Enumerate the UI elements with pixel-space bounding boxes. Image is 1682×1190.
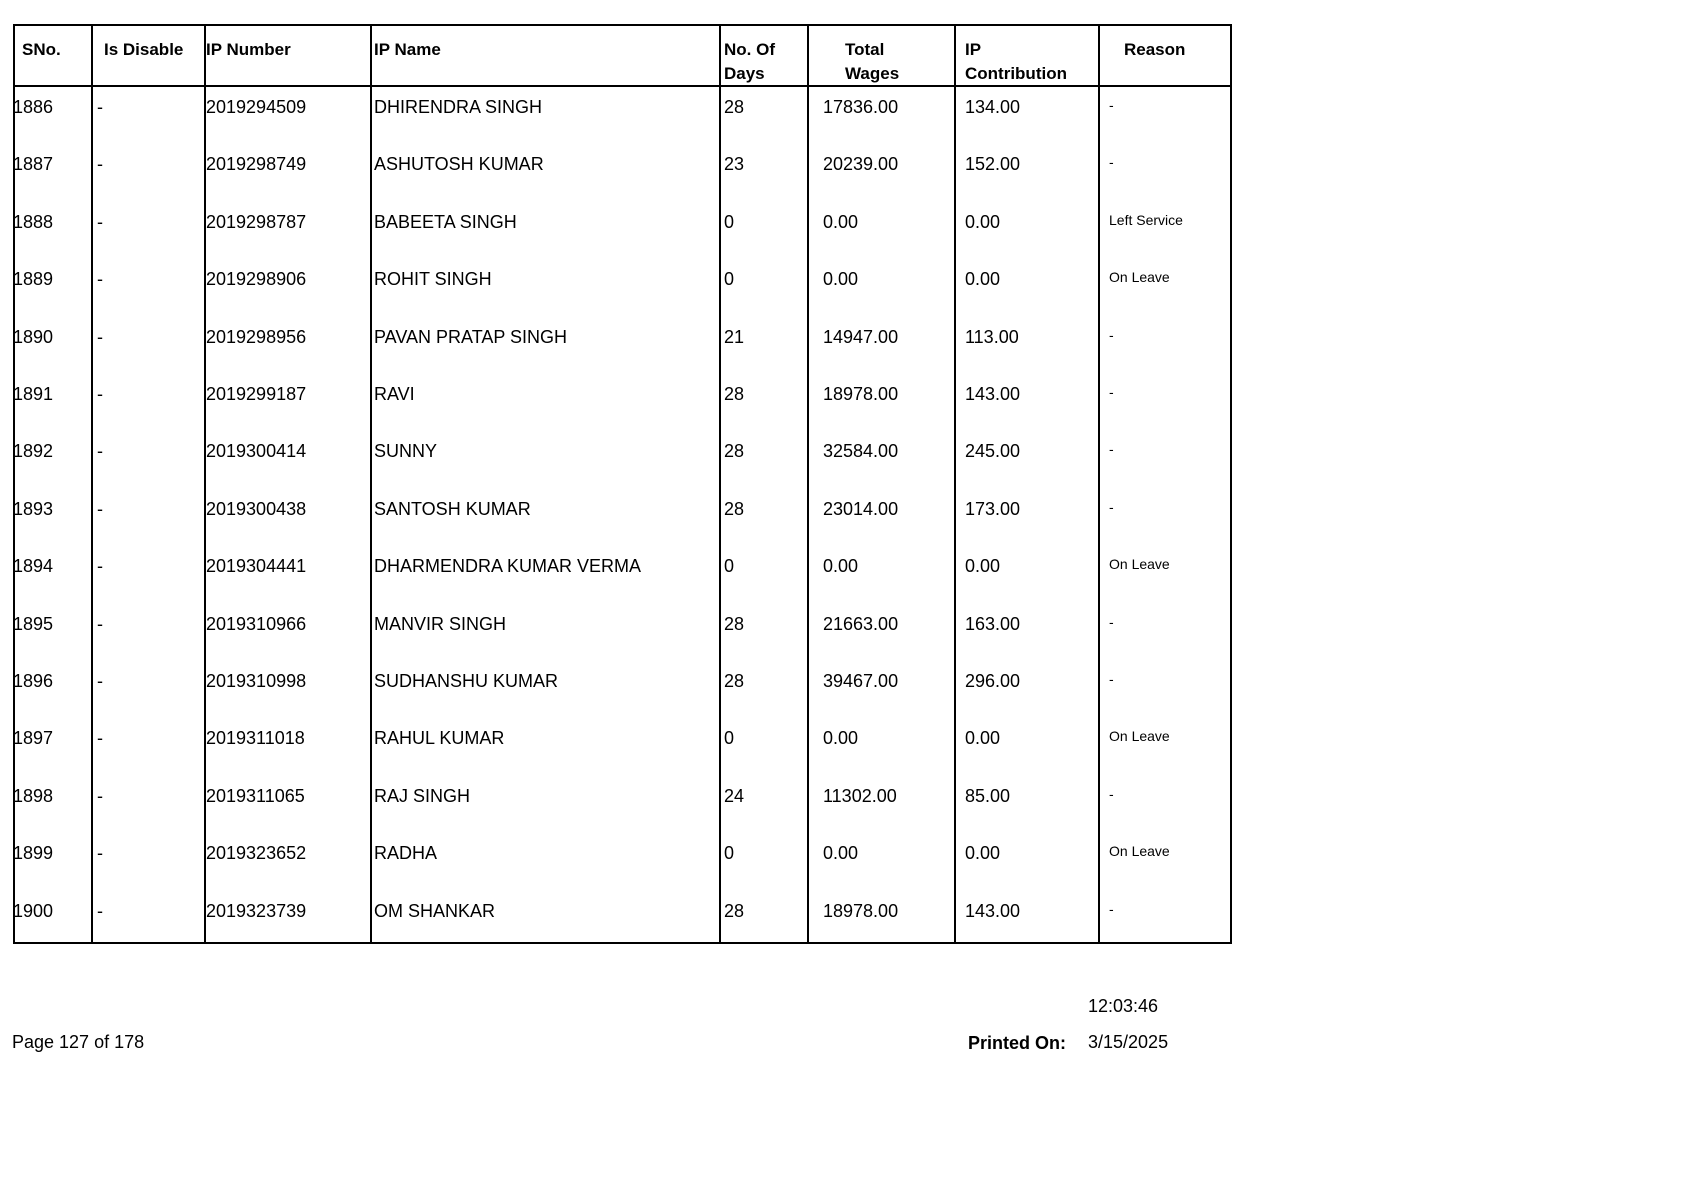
cell-ip-name: DHARMENDRA KUMAR VERMA [374, 556, 642, 577]
cell-total-wages: 39467.00 [823, 671, 899, 691]
cell-total-wages: 23014.00 [823, 498, 899, 519]
header-ip-number: IP Number [206, 40, 291, 59]
cell-is-disable: - [97, 384, 103, 404]
cell-ip-number: 2019298749 [206, 154, 307, 175]
cell-is-disable: - [97, 97, 103, 117]
cell-reason: On Leave [1109, 556, 1170, 573]
cell-days: 24 [724, 785, 745, 806]
header-sno: SNo. [22, 40, 61, 59]
cell-sno: 1886 [13, 97, 54, 117]
cell-ip-number: 2019311018 [206, 728, 305, 749]
cell-ip-contribution: 245.00 [965, 441, 1021, 462]
cell-days: 28 [724, 97, 745, 117]
cell-ip-name: SANTOSH KUMAR [374, 498, 531, 519]
cell-reason: - [1109, 154, 1114, 171]
cell-total-wages: 0.00 [823, 728, 859, 749]
printed-date: 3/15/2025 [1088, 1032, 1169, 1052]
cell-is-disable: - [97, 785, 103, 806]
cell-days: 28 [724, 671, 745, 691]
header-ip-name: IP Name [374, 40, 441, 59]
cell-ip-name: SUNNY [374, 441, 438, 462]
cell-ip-contribution: 113.00 [965, 326, 1019, 347]
cell-total-wages: 0.00 [823, 269, 859, 290]
cell-ip-contribution: 173.00 [965, 498, 1021, 519]
cell-total-wages: 18978.00 [823, 900, 899, 921]
cell-total-wages: 17836.00 [823, 97, 899, 117]
cell-ip-name: PAVAN PRATAP SINGH [374, 326, 568, 347]
cell-ip-contribution: 143.00 [965, 384, 1021, 404]
cell-ip-name: ASHUTOSH KUMAR [374, 154, 544, 175]
cell-total-wages: 20239.00 [823, 154, 899, 175]
cell-is-disable: - [97, 843, 103, 864]
column-divider [370, 26, 372, 942]
cell-sno: 1892 [13, 441, 54, 462]
cell-sno: 1889 [13, 269, 54, 290]
cell-reason: - [1109, 326, 1114, 343]
cell-days: 21 [724, 326, 745, 347]
cell-reason: On Leave [1109, 843, 1170, 860]
cell-days: 0 [724, 211, 735, 232]
header-contribution-line2: Contribution [965, 64, 1067, 83]
report-table [13, 24, 1232, 944]
header-wages-line1: Total [845, 40, 885, 59]
page-number: Page 127 of 178 [12, 1032, 145, 1052]
cell-total-wages: 0.00 [823, 211, 859, 232]
printed-on-label: Printed On: [968, 1033, 1066, 1053]
column-divider [954, 26, 956, 942]
cell-total-wages: 0.00 [823, 843, 859, 864]
cell-is-disable: - [97, 498, 103, 519]
cell-reason: - [1109, 441, 1114, 458]
cell-ip-contribution: 0.00 [965, 211, 1001, 232]
cell-total-wages: 32584.00 [823, 441, 899, 462]
cell-sno: 1898 [13, 785, 54, 806]
cell-reason: - [1109, 498, 1114, 515]
cell-sno: 1900 [13, 900, 54, 921]
cell-ip-number: 2019299187 [206, 384, 307, 404]
header-wages-line2: Wages [845, 64, 900, 83]
cell-days: 28 [724, 384, 745, 404]
cell-reason: - [1109, 671, 1114, 687]
cell-reason: - [1109, 785, 1114, 802]
cell-ip-contribution: 0.00 [965, 843, 1001, 864]
cell-reason: On Leave [1109, 269, 1170, 286]
cell-sno: 1894 [13, 556, 54, 577]
cell-ip-name: OM SHANKAR [374, 900, 496, 921]
cell-ip-contribution: 152.00 [965, 154, 1021, 175]
cell-ip-name: MANVIR SINGH [374, 613, 507, 634]
cell-ip-name: RADHA [374, 843, 438, 864]
column-divider [1098, 26, 1100, 942]
cell-is-disable: - [97, 556, 103, 577]
cell-sno: 1890 [13, 326, 54, 347]
cell-total-wages: 21663.00 [823, 613, 899, 634]
cell-reason: On Leave [1109, 728, 1170, 745]
cell-ip-name: ROHIT SINGH [374, 269, 492, 290]
cell-sno: 1891 [13, 384, 54, 404]
cell-ip-contribution: 0.00 [965, 556, 1001, 577]
cell-ip-number: 2019310966 [206, 613, 307, 634]
cell-ip-contribution: 134.00 [965, 97, 1021, 117]
cell-reason: Left Service [1109, 211, 1183, 228]
cell-is-disable: - [97, 671, 103, 691]
column-divider [719, 26, 721, 942]
cell-total-wages: 11302.00 [823, 785, 897, 806]
cell-ip-number: 2019298906 [206, 269, 307, 290]
header-contribution-line1: IP [965, 40, 982, 59]
cell-sno: 1887 [13, 154, 54, 175]
cell-is-disable: - [97, 154, 103, 175]
cell-ip-contribution: 0.00 [965, 728, 1001, 749]
cell-ip-name: RAJ SINGH [374, 785, 471, 806]
cell-ip-number: 2019310998 [206, 671, 307, 691]
cell-ip-name: BABEETA SINGH [374, 211, 517, 232]
cell-ip-number: 2019304441 [206, 556, 307, 577]
cell-is-disable: - [97, 441, 103, 462]
cell-sno: 1896 [13, 671, 54, 691]
cell-ip-contribution: 163.00 [965, 613, 1021, 634]
cell-ip-contribution: 85.00 [965, 785, 1011, 806]
cell-days: 28 [724, 613, 745, 634]
cell-sno: 1888 [13, 211, 54, 232]
column-divider [807, 26, 809, 942]
header-days-line2: Days [724, 64, 765, 83]
cell-ip-name: RAHUL KUMAR [374, 728, 505, 749]
cell-is-disable: - [97, 613, 103, 634]
cell-reason: - [1109, 900, 1114, 917]
cell-sno: 1895 [13, 613, 54, 634]
cell-total-wages: 14947.00 [823, 326, 899, 347]
cell-ip-name: SUDHANSHU KUMAR [374, 671, 559, 691]
cell-sno: 1893 [13, 498, 54, 519]
header-reason: Reason [1124, 40, 1186, 59]
column-divider [91, 26, 93, 942]
header-is-disable: Is Disable [104, 40, 184, 59]
header-days-line1: No. Of [724, 40, 775, 59]
cell-days: 0 [724, 269, 735, 290]
printed-time: 12:03:46 [1088, 996, 1159, 1016]
cell-total-wages: 0.00 [823, 556, 859, 577]
cell-reason: - [1109, 613, 1114, 630]
cell-ip-number: 2019323652 [206, 843, 307, 864]
cell-ip-number: 2019323739 [206, 900, 307, 921]
cell-reason: - [1109, 384, 1114, 400]
cell-is-disable: - [97, 211, 103, 232]
cell-days: 28 [724, 498, 745, 519]
cell-days: 0 [724, 843, 735, 864]
cell-ip-contribution: 296.00 [965, 671, 1021, 691]
cell-is-disable: - [97, 269, 103, 290]
cell-ip-contribution: 143.00 [965, 900, 1021, 921]
cell-ip-number: 2019298787 [206, 211, 307, 232]
cell-days: 23 [724, 154, 745, 175]
cell-is-disable: - [97, 728, 103, 749]
cell-sno: 1899 [13, 843, 54, 864]
cell-reason: - [1109, 97, 1114, 113]
cell-ip-number: 2019298956 [206, 326, 307, 347]
cell-ip-name: DHIRENDRA SINGH [374, 97, 543, 117]
cell-days: 28 [724, 441, 745, 462]
cell-ip-name: RAVI [374, 384, 415, 404]
cell-sno: 1897 [13, 728, 54, 749]
cell-is-disable: - [97, 900, 103, 921]
cell-days: 0 [724, 728, 735, 749]
cell-days: 28 [724, 900, 745, 921]
cell-ip-contribution: 0.00 [965, 269, 1001, 290]
cell-days: 0 [724, 556, 735, 577]
cell-is-disable: - [97, 326, 103, 347]
cell-ip-number: 2019311065 [206, 785, 305, 806]
cell-total-wages: 18978.00 [823, 384, 899, 404]
cell-ip-number: 2019300414 [206, 441, 307, 462]
cell-ip-number: 2019294509 [206, 97, 307, 117]
cell-ip-number: 2019300438 [206, 498, 307, 519]
